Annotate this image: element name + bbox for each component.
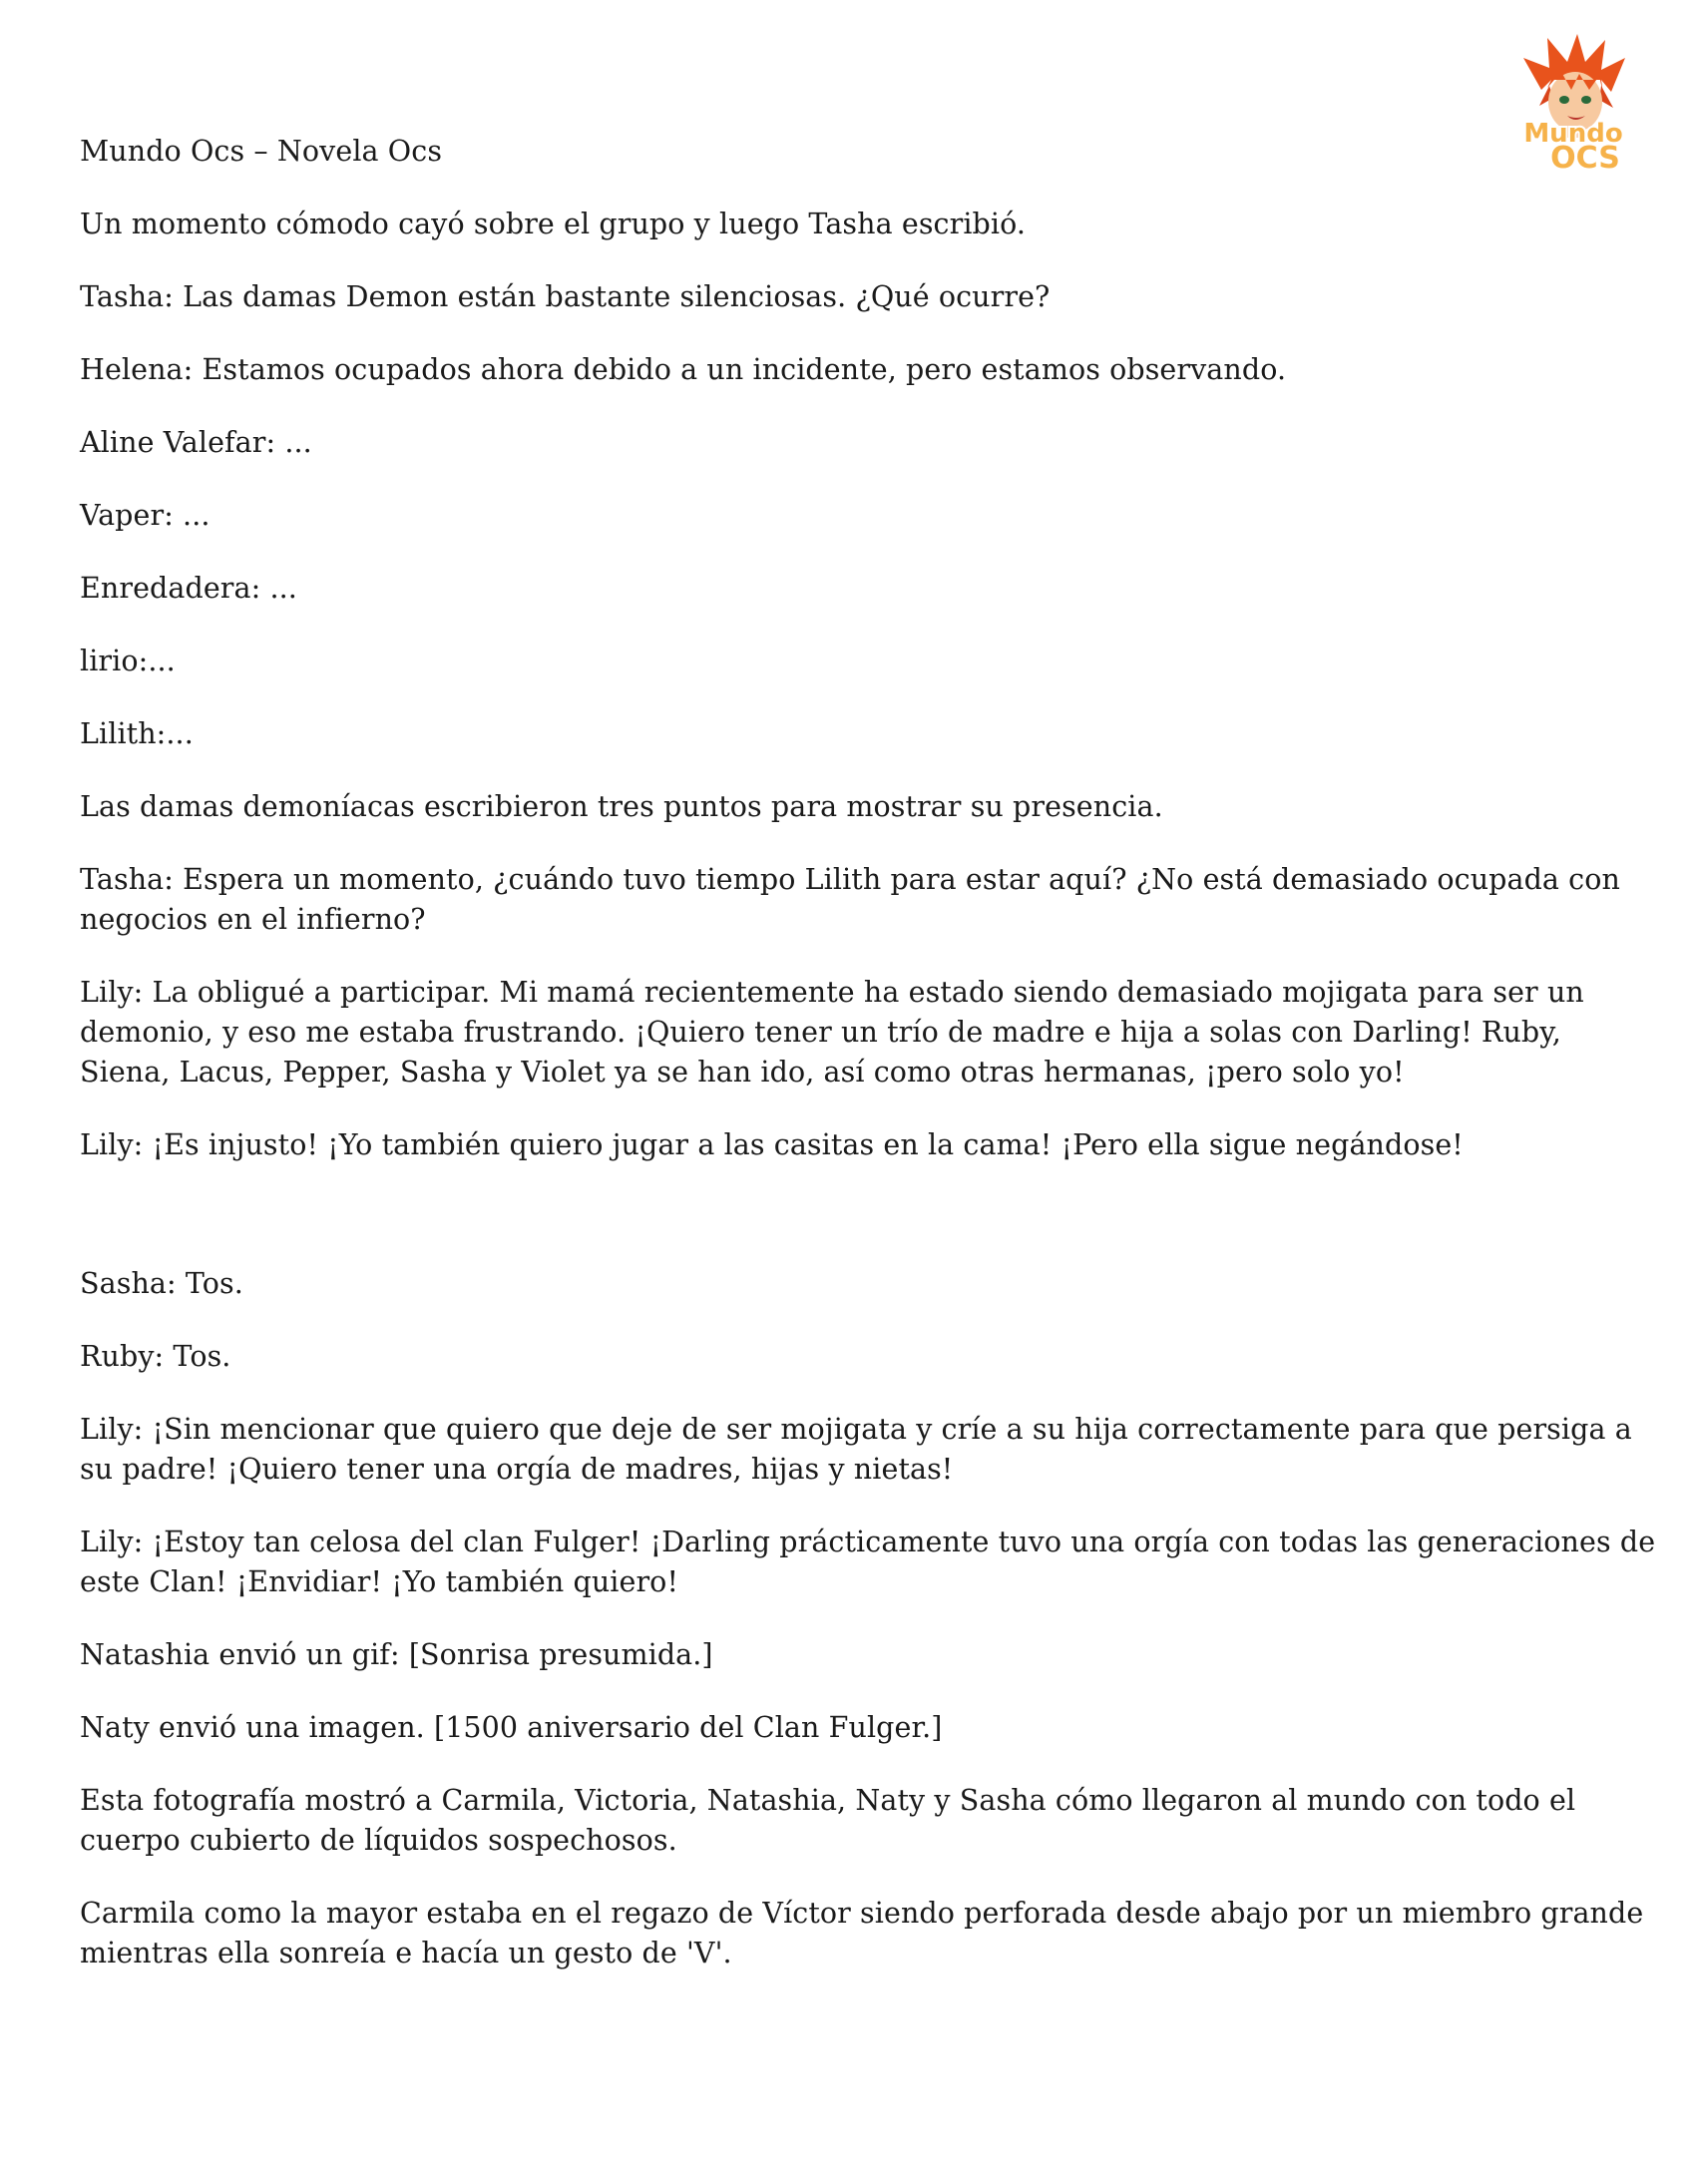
- paragraph: Sasha: Tos.: [80, 1267, 243, 1300]
- logo-text-line1: Mundo: [1523, 119, 1623, 149]
- paragraph-group-before: [80, 205, 1656, 1165]
- paragraph: Esta fotografía mostró a Carmila, Victoria, Natashia, Naty y Sasha cómo llegaron al mundo con todo el cuerpo cubierto de líquidos sospechosos.: [80, 1784, 1576, 1857]
- paragraph: Lily: ¡Estoy tan celosa del clan Fulger! ¡Darling prácticamente tuvo una orgía con todas las generaciones de este Clan! ¡Envidiar! ¡Yo también quiero!: [80, 1526, 1656, 1598]
- paragraph: Las damas demoníacas escribieron tres puntos para mostrar su presencia.: [80, 790, 1163, 823]
- paragraph: lirio:...: [80, 645, 176, 677]
- document-header: Mundo Ocs – Novela Ocs: [80, 135, 443, 168]
- document-body: [80, 132, 1656, 2006]
- paragraph-gap: [80, 1198, 1656, 1264]
- paragraph: Enredadera: ...: [80, 572, 297, 605]
- paragraph: Vaper: ...: [80, 499, 211, 532]
- paragraph: Lily: ¡Es injusto! ¡Yo también quiero jugar a las casitas en la cama! ¡Pero ella sigue negándose!: [80, 1128, 1464, 1161]
- paragraph: Tasha: Las damas Demon están bastante silenciosas. ¿Qué ocurre?: [80, 280, 1051, 313]
- paragraph: Lily: ¡Sin mencionar que quiero que deje de ser mojigata y críe a su hija correctamente para que persiga a su padre! ¡Quiero tener una orgía de madres, hijas y nietas!: [80, 1413, 1632, 1486]
- paragraph: Helena: Estamos ocupados ahora debido a un incidente, pero estamos observando.: [80, 353, 1287, 386]
- paragraph: Naty envió una imagen. [1500 aniversario del Clan Fulger.]: [80, 1711, 943, 1744]
- logo-text-line2: OCS: [1550, 141, 1620, 173]
- paragraph: Un momento cómodo cayó sobre el grupo y luego Tasha escribió.: [80, 208, 1027, 240]
- paragraph: Tasha: Espera un momento, ¿cuándo tuvo tiempo Lilith para estar aquí? ¿No está demasiado ocupada con negocios en el infierno?: [80, 863, 1620, 936]
- paragraph: Natashia envió un gif: [Sonrisa presumida.]: [80, 1638, 713, 1671]
- paragraph: Lilith:...: [80, 717, 194, 750]
- paragraph: Carmila como la mayor estaba en el regazo de Víctor siendo perforada desde abajo por un miembro grande mientras ella sonreía e hacía un gesto de 'V'.: [80, 1897, 1644, 1969]
- paragraph: Ruby: Tos.: [80, 1340, 231, 1373]
- paragraph: Lily: La obligué a participar. Mi mamá recientemente ha estado siendo demasiado mojigata para ser un demonio, y eso me estaba frustrando. ¡Quiero tener un trío de madre e hija a solas con Darling! Ruby, Siena, Lacus, Pepper, Sasha y Violet ya se han ido, así como otras hermanas, ¡pero solo yo!: [80, 976, 1584, 1089]
- paragraph-group-after: [80, 1264, 1656, 1973]
- paragraph: Aline Valefar: ...: [80, 426, 312, 459]
